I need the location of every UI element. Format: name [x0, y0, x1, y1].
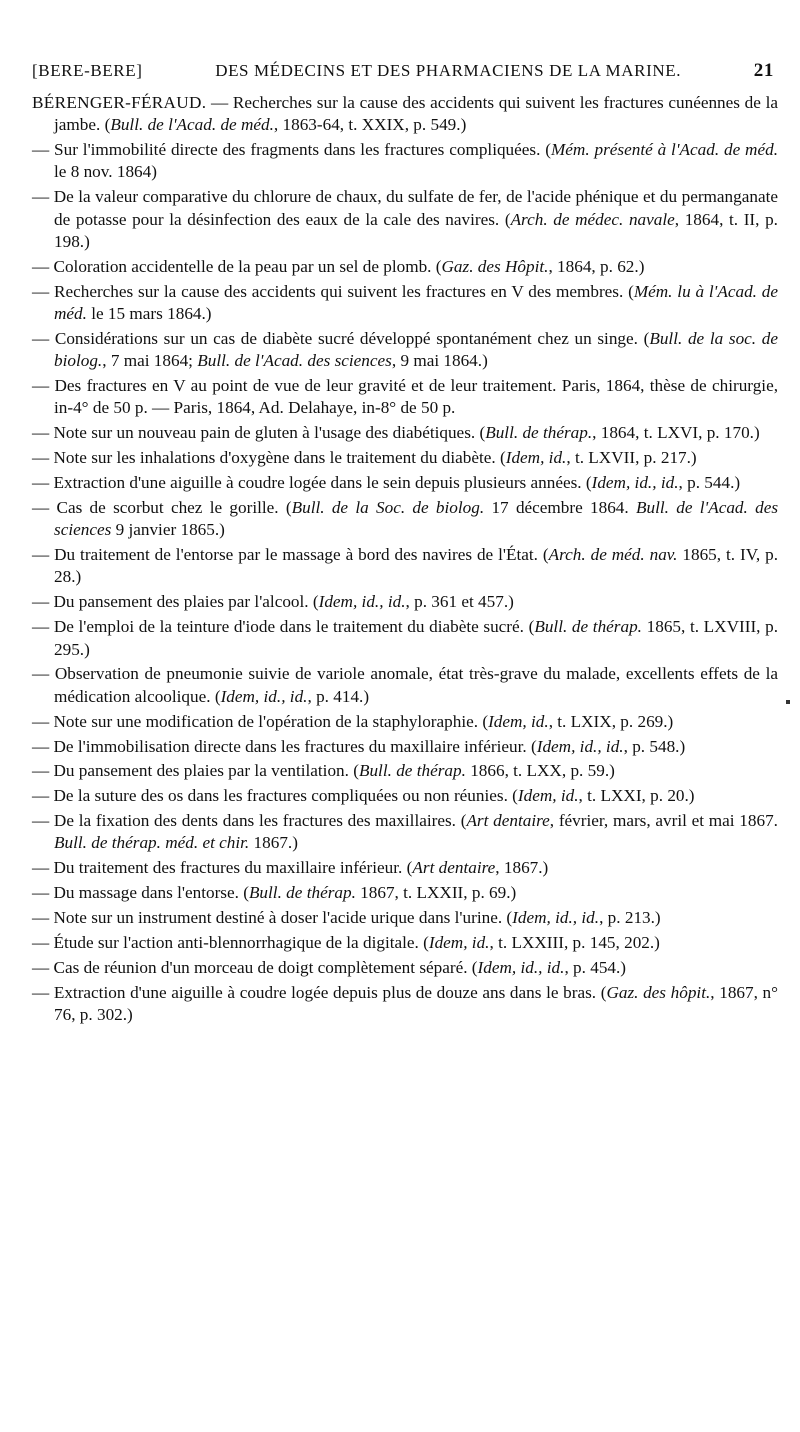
entry-text: , p. 454.): [564, 957, 627, 977]
journal-title: Bull. de la soc. de biolog.: [54, 328, 778, 371]
journal-title: Idem, id.: [488, 711, 549, 731]
entry-text: le 8 nov. 1864): [54, 162, 157, 182]
entry-text: , 1864, t. LXVI, p. 170.): [592, 423, 760, 443]
entry-text: — Sur l'immobilité directe des fragments dans les fractures compliquées. (: [32, 140, 551, 160]
entry-text: 1865, t. LXVIII, p. 295.): [54, 617, 778, 659]
entry-text: — Note sur un nouveau pain de gluten à l'usage des diabétiques. (: [32, 423, 486, 443]
bibliography-entry: [32, 882, 778, 904]
journal-title: Arch. de méd. nav.: [548, 545, 678, 565]
bibliography-list: [32, 92, 778, 1026]
journal-title: Bull. de l'Acad. des sciences: [54, 497, 779, 540]
journal-title: Bull. de thérap. méd. et chir.: [54, 833, 250, 853]
bibliography-entry: [32, 281, 778, 326]
journal-title: Gaz. des Hôpit.: [441, 256, 549, 276]
entry-text: — De la valeur comparative du chlorure de chaux, du sulfate de fer, de l'acide phénique et du permanganate de potasse pour la désinfection des eaux de la cale des navires. (: [32, 187, 778, 229]
journal-title: Idem, id., id.: [536, 736, 624, 756]
journal-title: Arch. de médec. navale: [510, 209, 675, 229]
entry-text: , t. LXVII, p. 217.): [566, 448, 697, 468]
entry-text: — Du traitement des fractures du maxillaire inférieur. (: [32, 858, 413, 878]
entry-text: — Étude sur l'action anti-blennorrhagique de la digitale. (: [32, 933, 429, 953]
journal-title: Bull. de thérap.: [358, 761, 466, 781]
entry-text: , p. 548.): [623, 736, 686, 756]
bibliography-entry: [32, 256, 778, 278]
bibliography-entry: [32, 982, 778, 1027]
entry-text: — Cas de scorbut chez le gorille. (: [32, 497, 292, 517]
journal-title: Idem, id.: [505, 448, 567, 468]
entry-text: — Du massage dans l'entorse. (: [32, 883, 249, 903]
entry-text: , t. LXIX, p. 269.): [548, 711, 674, 731]
entry-text: , 7 mai 1864;: [102, 351, 198, 371]
author-name: BÉRENGER-FÉRAUD.: [32, 93, 207, 112]
entry-text: — Considérations sur un cas de diabète sucré développé spontanément chez un singe. (: [32, 328, 650, 348]
entry-text: 1865, t. IV, p. 28.): [54, 545, 779, 587]
entry-text: — Du traitement de l'entorse par le massage à bord des navires de l'État. (: [32, 545, 549, 565]
entry-text: — Cas de réunion d'un morceau de doigt complètement séparé. (: [32, 957, 478, 977]
bibliography-entry: [32, 497, 778, 542]
bibliography-entry: [32, 92, 778, 137]
entry-text: — Du pansement des plaies par la ventilation. (: [32, 761, 359, 781]
bibliography-entry: [32, 375, 778, 420]
bibliography-entry: [32, 932, 778, 954]
entry-text: , 1863-64, t. XXIX, p. 549.): [273, 115, 467, 135]
bibliography-entry: [32, 422, 778, 444]
bibliography-entry: [32, 616, 778, 661]
entry-text: — Note sur les inhalations d'oxygène dans le traitement du diabète. (: [32, 448, 506, 468]
bibliography-entry: [32, 711, 778, 733]
entry-text: , p. 414.): [307, 686, 370, 706]
bibliography-entry: [32, 736, 778, 758]
bibliography-entry: [32, 760, 778, 782]
entry-text: — De l'emploi de la teinture d'iode dans le traitement du diabète sucré. (: [32, 617, 535, 637]
bibliography-entry: [32, 328, 778, 373]
entry-text: — Des fractures en V au point de vue de leur gravité et de leur traitement. Paris, 1864, thèse de chirurgie, in-4° de 50 p. — Paris, 1864, Ad. Delahaye, in-8° de 50 p.: [32, 376, 778, 418]
entry-text: , 9 mai 1864.): [391, 351, 488, 371]
entry-text: — Du pansement des plaies par l'alcool. (: [32, 592, 319, 612]
entry-text: , p. 361 et 457.): [405, 592, 514, 612]
entry-text: , p. 544.): [678, 473, 741, 493]
bibliography-entry: [32, 447, 778, 469]
entry-text: 9 janvier 1865.): [111, 520, 225, 540]
entry-text: , février, mars, avril et mai 1867.: [549, 811, 778, 831]
entry-text: , 1864, t. II, p. 198.): [54, 209, 778, 251]
journal-title: Idem, id., id.: [512, 908, 600, 928]
journal-title: Art dentaire: [412, 858, 496, 878]
journal-title: Bull. de la Soc. de biolog.: [291, 497, 485, 517]
entry-text: — De la fixation des dents dans les fractures des maxillaires. (: [32, 811, 467, 831]
header-title: DES MÉDECINS ET DES PHARMACIENS DE LA MARINE.: [215, 61, 682, 80]
journal-title: Idem, id., id.: [318, 592, 406, 612]
entry-text: , 1867.): [495, 858, 549, 878]
entry-text: — Note sur un instrument destiné à doser l'acide urique dans l'urine. (: [32, 908, 513, 928]
running-header: [32, 60, 778, 82]
entry-text: le 15 mars 1864.): [86, 304, 212, 324]
entry-text: , 1867, n° 76, p. 302.): [54, 982, 779, 1025]
header-range: [BERE-BERE]: [32, 61, 143, 80]
entry-text: , t. LXXIII, p. 145, 202.): [489, 933, 660, 953]
journal-title: Art dentaire: [466, 811, 550, 831]
entry-text: — Coloration accidentelle de la peau par un sel de plomb. (: [32, 256, 442, 276]
journal-title: Idem, id.: [517, 786, 579, 806]
entry-text: , 1864, p. 62.): [548, 256, 645, 276]
entry-text: — Note sur une modification de l'opération de la staphylοraphie. (: [32, 711, 489, 731]
bibliography-entry: [32, 907, 778, 929]
entry-text: , p. 213.): [599, 908, 661, 928]
entry-text: 1866, t. LXX, p. 59.): [465, 761, 615, 781]
entry-text: — De la suture des os dans les fractures compliquées ou non réunies. (: [32, 786, 518, 806]
bibliography-entry: [32, 591, 778, 613]
journal-title: Bull. de thérap.: [534, 617, 642, 637]
entry-text: — Extraction d'une aiguille à coudre logée dans le sein depuis plusieurs années. (: [32, 473, 592, 493]
bibliography-entry: [32, 810, 778, 855]
journal-title: Mém. lu à l'Acad. de méd.: [54, 281, 778, 324]
entry-text: — Recherches sur la cause des accidents qui suivent les fractures cunéennes de la jambe. (: [54, 93, 778, 135]
journal-title: Idem, id., id.: [591, 473, 679, 493]
journal-title: Mém. présenté à l'Acad. de méd.: [550, 140, 778, 160]
bibliography-entry: [32, 663, 778, 708]
entry-text: — De l'immobilisation directe dans les fractures du maxillaire inférieur. (: [32, 736, 537, 756]
entry-text: — Observation de pneumonie suivie de variole anomale, état très-grave du malade, excellents effets de la médication alcoolique. (: [32, 664, 778, 706]
bibliography-entry: [32, 139, 778, 184]
entry-text: 1867.): [249, 833, 298, 853]
bibliography-entry: [32, 544, 778, 589]
journal-title: Bull. de thérap.: [248, 883, 356, 903]
entry-text: , t. LXXI, p. 20.): [578, 786, 695, 806]
entry-text: 1867, t. LXXII, p. 69.): [355, 883, 517, 903]
entry-text: 17 décembre 1864.: [484, 497, 636, 517]
journal-title: Idem, id., id.: [220, 686, 308, 706]
journal-title: Bull. de thérap.: [485, 423, 593, 443]
entry-text: — Recherches sur la cause des accidents qui suivent les fractures en V des membres. (: [32, 281, 634, 301]
page-number: 21: [753, 60, 774, 81]
entry-text: — Extraction d'une aiguille à coudre logée depuis plus de douze ans dans le bras. (: [32, 982, 607, 1002]
journal-title: Gaz. des hôpit.: [606, 982, 711, 1002]
bibliography-entry: [32, 472, 778, 494]
journal-title: Bull. de l'Acad. de méd.: [110, 115, 274, 135]
journal-title: Idem, id., id.: [477, 957, 565, 977]
bibliography-entry: [32, 957, 778, 979]
margin-speck: [786, 700, 790, 704]
journal-title: Idem, id.: [428, 933, 490, 953]
bibliography-entry: [32, 186, 778, 253]
bibliography-entry: [32, 785, 778, 807]
journal-title: Bull. de l'Acad. des sciences: [197, 351, 392, 371]
bibliography-entry: [32, 857, 778, 879]
